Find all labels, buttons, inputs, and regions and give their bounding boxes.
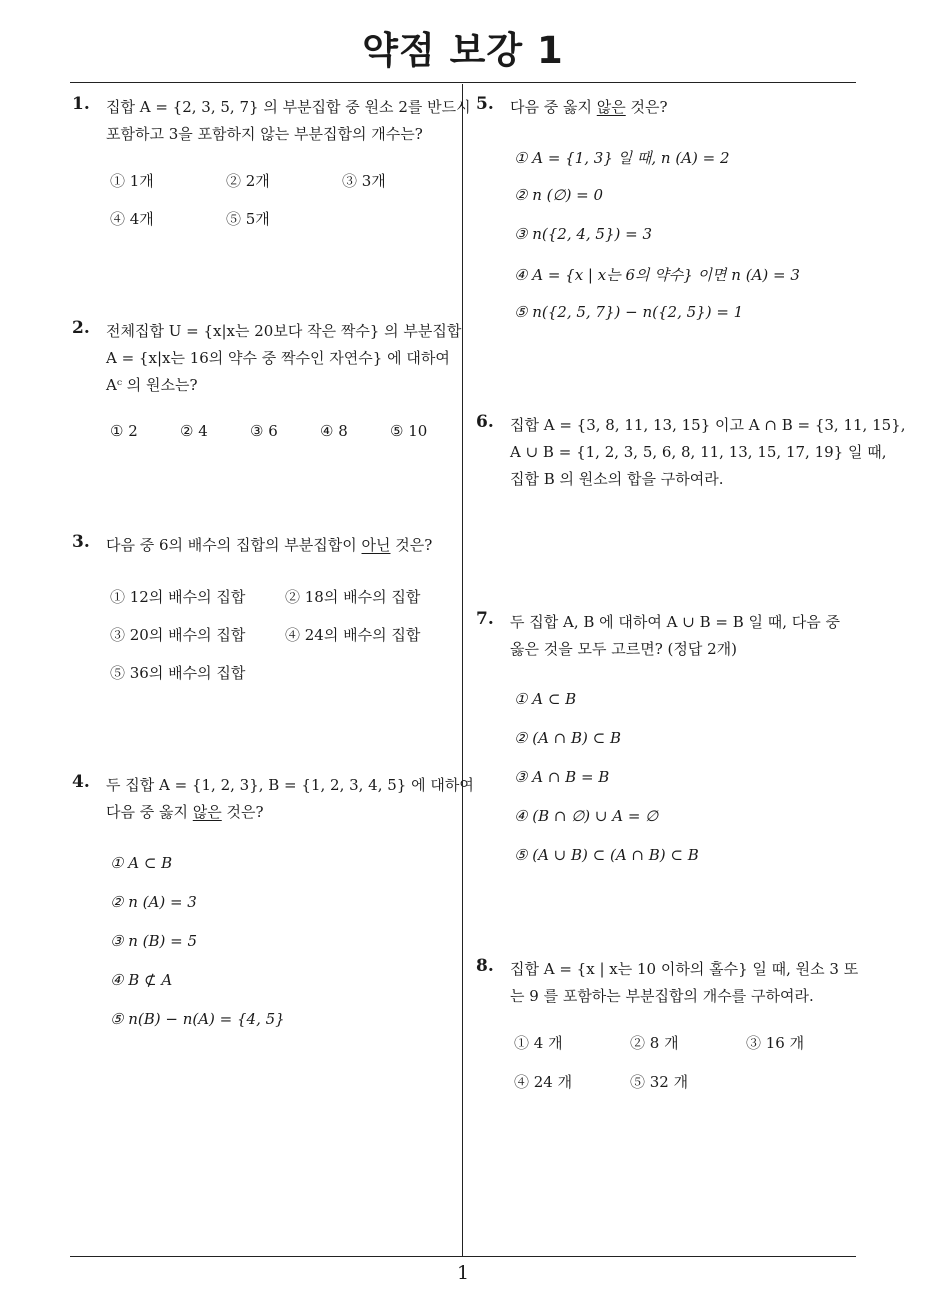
question-number: 1. xyxy=(72,94,90,114)
stem-text: 것은? xyxy=(390,536,433,554)
option-5[interactable]: ⑤ n({2, 5, 7}) − n({2, 5}) = 1 xyxy=(514,303,744,321)
option-2[interactable]: ② 2개 xyxy=(226,172,270,190)
option-2[interactable]: ② n (∅) = 0 xyxy=(514,186,604,204)
stem-text: 다음 중 6의 배수의 집합의 부분집합이 xyxy=(106,536,362,554)
stem-line: Aᶜ 의 원소는? xyxy=(106,376,198,394)
question-number: 7. xyxy=(476,609,494,629)
option-4[interactable]: ④ 8 xyxy=(320,422,348,440)
option-3[interactable]: ③ n({2, 4, 5}) = 3 xyxy=(514,225,653,243)
option-2[interactable]: ② 4 xyxy=(180,422,208,440)
question-number: 8. xyxy=(476,956,494,976)
question-number: 5. xyxy=(476,94,494,114)
option-1[interactable]: ① A ⊂ B xyxy=(514,690,577,708)
question-stem xyxy=(106,532,432,559)
stem-line xyxy=(106,799,474,826)
option-1[interactable]: ① A = {1, 3} 일 때, n (A) = 2 xyxy=(514,149,730,167)
stem-line xyxy=(510,94,668,121)
option-5[interactable]: ⑤ 5개 xyxy=(226,210,270,228)
header-rule xyxy=(70,82,856,83)
stem-text: 다음 중 옳지 xyxy=(510,98,597,116)
option-4[interactable]: ④ 4개 xyxy=(110,210,154,228)
option-1[interactable]: ① A ⊂ B xyxy=(110,854,173,872)
option-4[interactable]: ④ B ⊄ A xyxy=(110,971,173,989)
option-3[interactable]: ③ 3개 xyxy=(342,172,386,190)
question-stem xyxy=(106,772,474,826)
stem-line: A ∪ B = {1, 2, 3, 5, 6, 8, 11, 13, 15, 17, 19} 일 때, xyxy=(510,443,887,461)
option-5[interactable]: ⑤ 36의 배수의 집합 xyxy=(110,664,246,682)
stem-line: 두 집합 A, B 에 대하여 A ∪ B = B 일 때, 다음 중 xyxy=(510,613,841,631)
option-3[interactable]: ③ 16 개 xyxy=(746,1034,805,1052)
column-divider xyxy=(462,84,463,1256)
option-4[interactable]: ④ 24 개 xyxy=(514,1073,573,1091)
underlined-word: 아닌 xyxy=(361,536,391,554)
option-1[interactable]: ① 1개 xyxy=(110,172,154,190)
underlined-word: 않은 xyxy=(596,98,626,116)
question-stem xyxy=(106,318,461,399)
option-5[interactable]: ⑤ 32 개 xyxy=(630,1073,689,1091)
stem-line: 두 집합 A = {1, 2, 3}, B = {1, 2, 3, 4, 5} 에 대하여 xyxy=(106,776,474,794)
question-stem xyxy=(510,956,858,1010)
question-number: 2. xyxy=(72,318,90,338)
question-stem xyxy=(510,609,840,663)
option-3[interactable]: ③ n (B) = 5 xyxy=(110,932,198,950)
stem-line: 포함하고 3을 포함하지 않는 부분집합의 개수는? xyxy=(106,125,423,143)
stem-line: 는 9 를 포함하는 부분집합의 개수를 구하여라. xyxy=(510,987,814,1005)
question-stem xyxy=(510,412,906,493)
question-stem xyxy=(106,94,471,148)
stem-text: 다음 중 옳지 xyxy=(106,803,193,821)
option-5[interactable]: ⑤ 10 xyxy=(390,422,428,440)
stem-line: 옳은 것을 모두 고르면? (정답 2개) xyxy=(510,640,738,658)
stem-line: 집합 A = {x | x는 10 이하의 홀수} 일 때, 원소 3 또 xyxy=(510,960,859,978)
option-2[interactable]: ② (A ∩ B) ⊂ B xyxy=(514,729,622,747)
option-5[interactable]: ⑤ (A ∪ B) ⊂ (A ∩ B) ⊂ B xyxy=(514,846,699,864)
underlined-word: 않은 xyxy=(192,803,222,821)
option-4[interactable]: ④ A = {x | x는 6의 약수} 이면 n (A) = 3 xyxy=(514,266,800,284)
question-number: 4. xyxy=(72,772,90,792)
option-1[interactable]: ① 2 xyxy=(110,422,138,440)
option-2[interactable]: ② n (A) = 3 xyxy=(110,893,197,911)
stem-line: 집합 A = {3, 8, 11, 13, 15} 이고 A ∩ B = {3, 11, 15}, xyxy=(510,416,906,434)
option-3[interactable]: ③ 6 xyxy=(250,422,278,440)
option-4[interactable]: ④ (B ∩ ∅) ∪ A = ∅ xyxy=(514,807,659,825)
footer-rule xyxy=(70,1256,856,1257)
option-1[interactable]: ① 12의 배수의 집합 xyxy=(110,588,246,606)
option-2[interactable]: ② 18의 배수의 집합 xyxy=(285,588,421,606)
page-title: 약점 보강 1 xyxy=(362,29,564,72)
option-2[interactable]: ② 8 개 xyxy=(630,1034,679,1052)
option-1[interactable]: ① 4 개 xyxy=(514,1034,563,1052)
option-3[interactable]: ③ A ∩ B = B xyxy=(514,768,610,786)
option-5[interactable]: ⑤ n(B) − n(A) = {4, 5} xyxy=(110,1010,285,1028)
question-number: 3. xyxy=(72,532,90,552)
stem-text: 것은? xyxy=(625,98,668,116)
page-number: 1 xyxy=(456,1262,470,1284)
option-3[interactable]: ③ 20의 배수의 집합 xyxy=(110,626,246,644)
stem-text: 것은? xyxy=(221,803,264,821)
stem-line: 집합 A = {2, 3, 5, 7} 의 부분집합 중 원소 2를 반드시 xyxy=(106,98,471,116)
stem-line: 집합 B 의 원소의 합을 구하여라. xyxy=(510,470,724,488)
stem-line: A = {x|x는 16의 약수 중 짝수인 자연수} 에 대하여 xyxy=(106,349,450,367)
question-number: 6. xyxy=(476,412,494,432)
option-4[interactable]: ④ 24의 배수의 집합 xyxy=(285,626,421,644)
stem-line xyxy=(106,532,432,559)
stem-line: 전체집합 U = {x|x는 20보다 작은 짝수} 의 부분집합 xyxy=(106,322,462,340)
question-stem xyxy=(510,94,668,121)
